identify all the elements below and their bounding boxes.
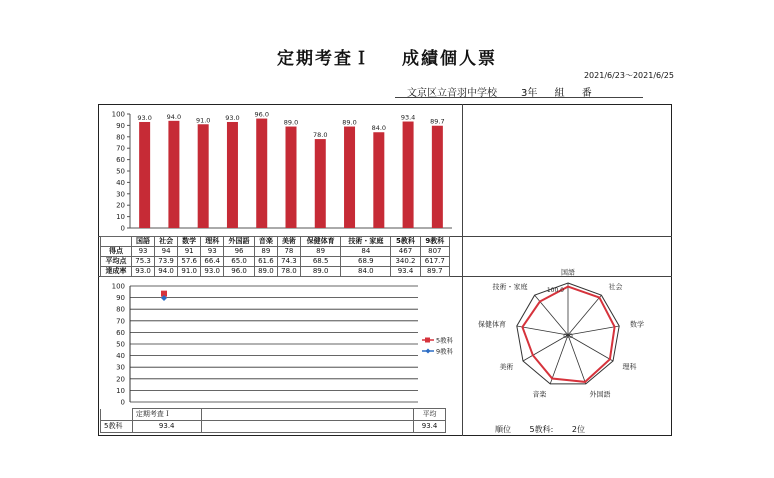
history-empty-2: [201, 421, 414, 433]
line-y-tick-label: 90: [116, 294, 125, 303]
bar-data-label: 89.0: [342, 118, 357, 127]
score-cell: 93.4: [391, 267, 420, 277]
legend-marker-5: [425, 338, 430, 343]
history-empty: [201, 409, 414, 421]
bar-data-label: 89.7: [430, 117, 445, 126]
radar-axis-label: 技術・家庭: [492, 283, 528, 292]
radar-spoke: [568, 335, 613, 361]
subject-header: 国語: [132, 237, 155, 247]
score-row-label: 達成率: [101, 267, 132, 277]
radar-axis-label: 美術: [499, 363, 514, 371]
score-cell: 94: [155, 247, 178, 257]
score-row-label: 得点: [101, 247, 132, 257]
bar: [198, 124, 209, 228]
bar-y-tick-label: 0: [120, 224, 125, 233]
bar-chart: [100, 106, 460, 236]
bar-data-label: 89.0: [283, 118, 299, 127]
rank-category: 5教科:: [529, 425, 554, 434]
score-cell: 93.0: [201, 267, 224, 277]
score-row-label: 平均点: [101, 257, 132, 267]
bar-data-label: 84.0: [371, 124, 387, 133]
score-table: [100, 236, 450, 277]
history-avg-label: 平均: [414, 409, 446, 421]
radar-spoke: [568, 295, 601, 335]
history-value: 93.4: [132, 421, 201, 433]
score-cell: 84: [341, 247, 391, 257]
bar: [315, 139, 326, 228]
line-y-tick-label: 50: [116, 340, 125, 349]
radar-axis-label: 数学: [630, 320, 645, 329]
score-cell: 61.6: [254, 257, 277, 267]
bar: [344, 127, 355, 228]
bar-data-label: 91.0: [195, 116, 211, 125]
line-y-tick-label: 70: [116, 317, 125, 326]
score-cell: 617.7: [420, 257, 449, 267]
subject-header: 美術: [277, 237, 300, 247]
score-cell: 78.0: [277, 267, 300, 277]
subject-header: 外国語: [224, 237, 255, 247]
rank-label: 順位: [495, 425, 511, 434]
score-cell: 74.3: [277, 257, 300, 267]
score-cell: 96.0: [224, 267, 255, 277]
school-name: 文京区立音羽中学校: [407, 88, 497, 99]
date-range: 2021/6/23～2021/6/25: [583, 71, 674, 80]
bar-data-label: 94.0: [166, 112, 182, 121]
bar: [432, 126, 443, 228]
radar-axis-label: 音楽: [532, 390, 547, 399]
bar: [256, 119, 267, 228]
bar-data-label: 78.0: [313, 131, 328, 140]
legend-marker-9: [426, 349, 431, 354]
bar-data-label: 93.4: [400, 113, 416, 122]
rank-info: [495, 424, 601, 435]
score-cell: 57.6: [178, 257, 201, 267]
line-y-tick-label: 100: [111, 282, 125, 291]
bar-y-tick-label: 50: [116, 167, 125, 176]
score-cell: 75.3: [132, 257, 155, 267]
line-y-tick-label: 20: [116, 375, 125, 384]
radar-spoke: [568, 335, 586, 384]
radar-axis-label: 理科: [622, 363, 637, 371]
score-cell: 73.9: [155, 257, 178, 267]
bar: [227, 122, 238, 228]
score-cell: 94.0: [155, 267, 178, 277]
score-cell: 89: [300, 247, 340, 257]
score-cell: 84.0: [341, 267, 391, 277]
title-main: 定期考査Ｉ: [277, 49, 372, 69]
score-cell: 91.0: [178, 267, 201, 277]
score-cell: 78: [277, 247, 300, 257]
bar-data-label: 93.0: [225, 113, 240, 122]
radar-axis-label: 社会: [608, 283, 623, 292]
score-cell: 467: [391, 247, 420, 257]
score-cell: 96: [224, 247, 255, 257]
bar-data-label: 96.0: [254, 110, 269, 119]
radar-spoke: [550, 335, 568, 384]
bar: [139, 122, 150, 228]
score-cell: 66.4: [201, 257, 224, 267]
bar-y-tick-label: 10: [116, 213, 125, 222]
bar-y-tick-label: 40: [116, 178, 125, 187]
bar-y-tick-label: 90: [116, 121, 125, 130]
score-cell: 93: [201, 247, 224, 257]
class-label: 組: [554, 88, 565, 99]
radar-chart: [470, 262, 670, 412]
legend-label: 9教科: [436, 347, 454, 356]
score-cell: 807: [420, 247, 449, 257]
score-cell: 89.0: [254, 267, 277, 277]
bar-data-label: 93.0: [137, 113, 152, 122]
bar-y-tick-label: 100: [111, 110, 125, 119]
radar-spoke: [568, 326, 619, 335]
score-cell: 93.0: [132, 267, 155, 277]
title-sub: 成績個人票: [402, 49, 497, 69]
subject-header: 保健体育: [300, 237, 340, 247]
history-row-label: 5教科: [101, 421, 133, 433]
legend-label: 5教科: [436, 336, 454, 345]
history-avg-value: 93.4: [414, 421, 446, 433]
rank-value: 2位: [571, 425, 585, 434]
divider-vertical: [462, 104, 463, 436]
bar-y-tick-label: 80: [116, 133, 125, 142]
radar-axis-label: 外国語: [589, 390, 611, 399]
radar-tick-max: 100.0: [546, 287, 564, 294]
bar-y-tick-label: 30: [116, 190, 125, 199]
subject-header: 技術・家庭: [341, 237, 391, 247]
line-y-tick-label: 80: [116, 305, 125, 314]
bar-y-tick-label: 60: [116, 156, 125, 165]
bar: [286, 127, 297, 228]
score-cell: 340.2: [391, 257, 420, 267]
score-cell: 89.7: [420, 267, 449, 277]
page-title: [0, 44, 774, 69]
bar: [403, 122, 414, 228]
grade-label: 3年: [521, 88, 538, 99]
line-y-tick-label: 0: [120, 398, 125, 407]
bar-y-tick-label: 70: [116, 144, 125, 153]
subject-header: 5教科: [391, 237, 420, 247]
history-corner: [101, 409, 133, 421]
bar-y-tick-label: 20: [116, 201, 125, 210]
score-table-corner: [101, 237, 132, 247]
radar-axis-label: 保健体育: [477, 320, 506, 329]
bar: [373, 132, 384, 228]
score-cell: 68.9: [341, 257, 391, 267]
radar-axis-label: 国語: [561, 268, 575, 277]
score-cell: 93: [132, 247, 155, 257]
history-table: [100, 408, 446, 433]
line-y-tick-label: 30: [116, 363, 125, 372]
score-cell: 89: [254, 247, 277, 257]
history-test-name: 定期考査Ｉ: [132, 409, 201, 421]
line-y-tick-label: 10: [116, 386, 125, 395]
subject-header: 音楽: [254, 237, 277, 247]
subject-header: 理科: [201, 237, 224, 247]
line-chart: [100, 278, 460, 408]
line-y-tick-label: 40: [116, 352, 125, 361]
score-cell: 91: [178, 247, 201, 257]
number-label: 番: [581, 88, 592, 99]
header-underline: [395, 97, 643, 98]
score-cell: 65.0: [224, 257, 255, 267]
line-y-tick-label: 60: [116, 328, 125, 337]
subject-header: 社会: [155, 237, 178, 247]
radar-tick-min: 0.0: [563, 333, 573, 340]
score-cell: 68.5: [300, 257, 340, 267]
subject-header: 数学: [178, 237, 201, 247]
score-cell: 89.0: [300, 267, 340, 277]
subject-header: 9教科: [420, 237, 449, 247]
bar: [168, 121, 179, 228]
